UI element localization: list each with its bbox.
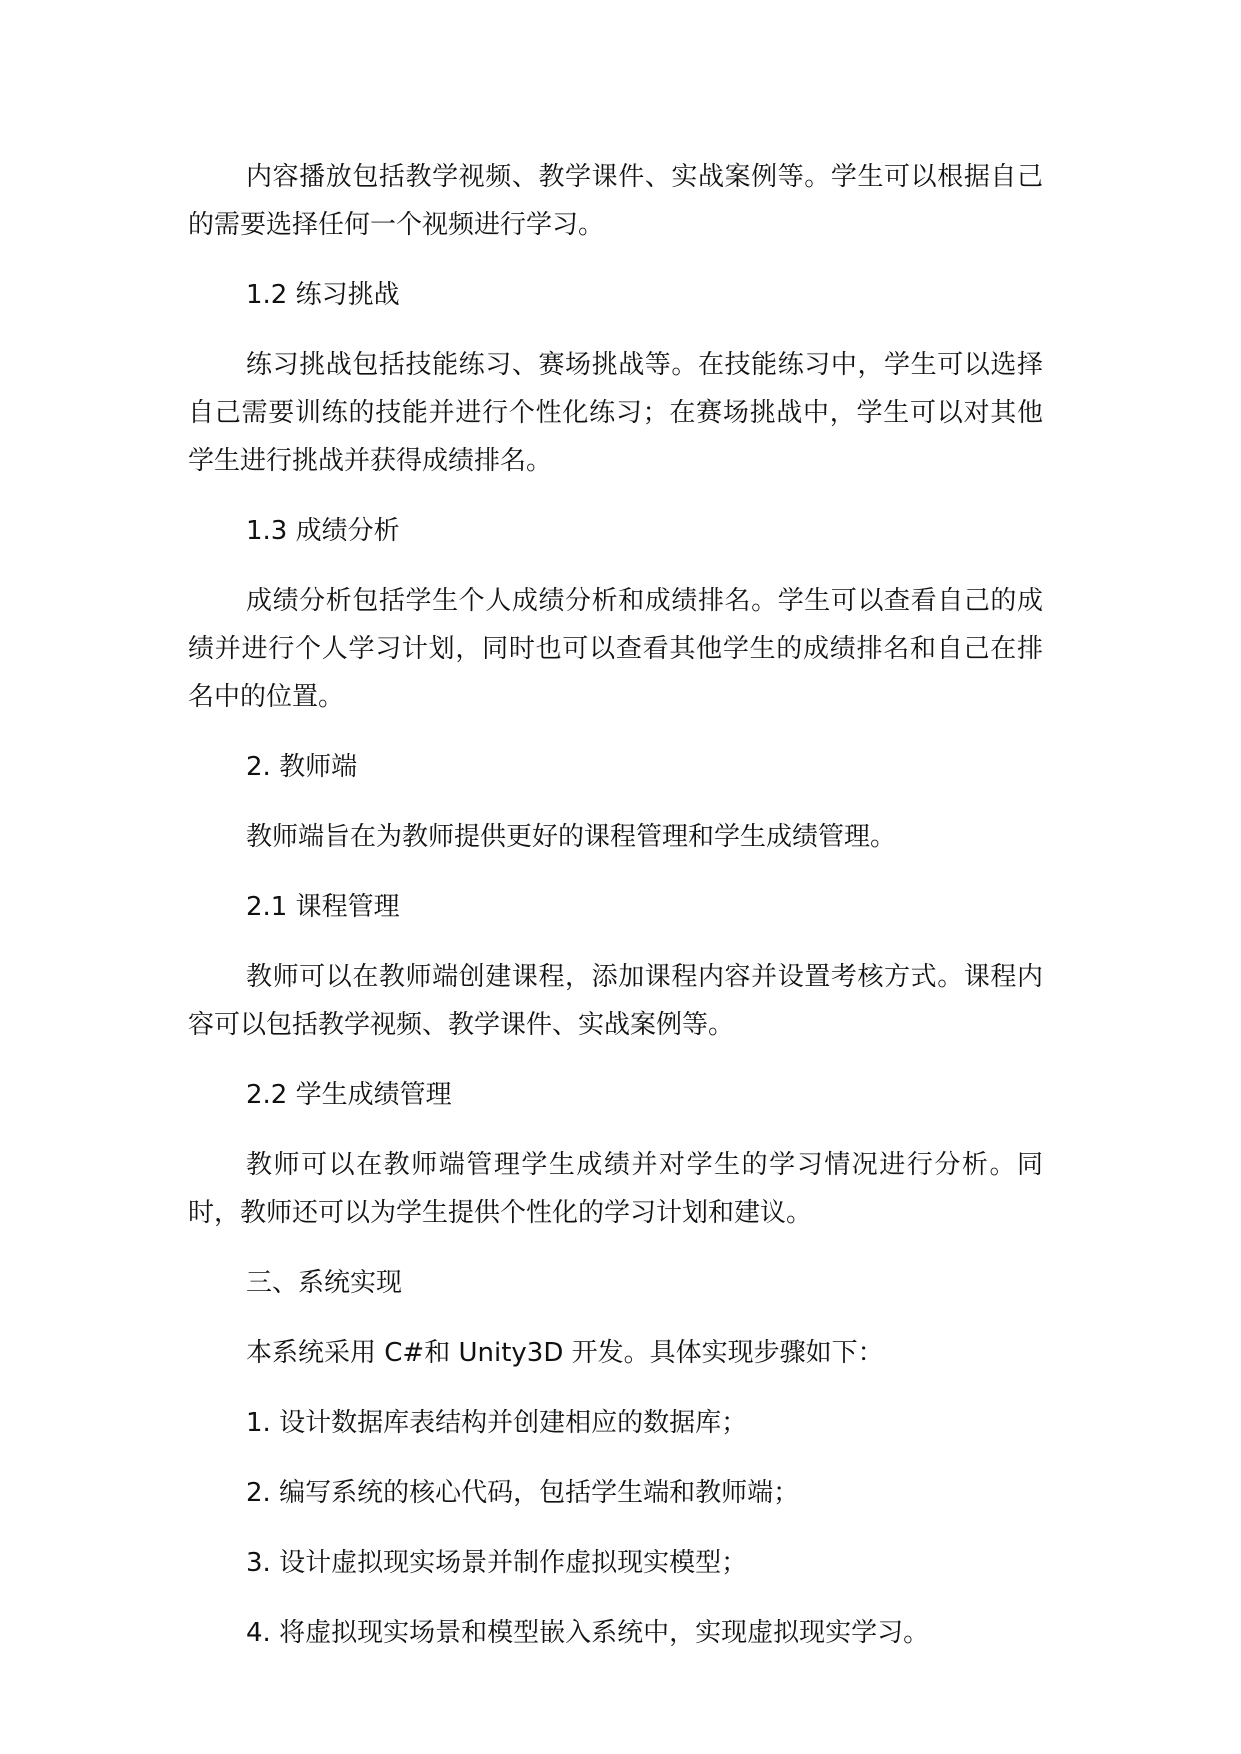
heading-practice-challenge: 1.2 练习挑战 [246,280,400,310]
paragraph-implementation-intro: 本系统采用 C#和 Unity3D 开发。具体实现步骤如下： [246,1338,884,1368]
list-item-step-4: 4. 将虚拟现实场景和模型嵌入系统中，实现虚拟现实学习。 [246,1618,930,1648]
paragraph-practice-challenge: 练习挑战包括技能练习、赛场挑战等。在技能练习中，学生可以选择自己需要训练的技能并进行个性化练习；在赛场挑战中，学生可以对其他学生进行挑战并获得成绩排名。 [188,350,1043,476]
heading-student-score-management: 2.2 学生成绩管理 [246,1080,452,1110]
heading-course-management: 2.1 课程管理 [246,892,400,922]
paragraph-student-score-management: 教师可以在教师端管理学生成绩并对学生的学习情况进行分析。同时，教师还可以为学生提供个性化的学习计划和建议。 [188,1150,1043,1228]
paragraph-score-analysis: 成绩分析包括学生个人成绩分析和成绩排名。学生可以查看自己的成绩并进行个人学习计划，同时也可以查看其他学生的成绩排名和自己在排名中的位置。 [188,586,1043,712]
heading-score-analysis: 1.3 成绩分析 [246,516,400,546]
list-item-step-3: 3. 设计虚拟现实场景并制作虚拟现实模型； [246,1548,748,1578]
paragraph-content-playback: 内容播放包括教学视频、教学课件、实战案例等。学生可以根据自己的需要选择任何一个视频进行学习。 [188,162,1043,240]
paragraph-course-management: 教师可以在教师端创建课程，添加课程内容并设置考核方式。课程内容可以包括教学视频、教学课件、实战案例等。 [188,962,1043,1040]
heading-teacher-side: 2. 教师端 [246,752,358,782]
document-body [188,153,1043,1679]
list-item-step-1: 1. 设计数据库表结构并创建相应的数据库； [246,1408,748,1438]
heading-system-implementation: 三、系统实现 [246,1268,403,1298]
list-item-step-2: 2. 编写系统的核心代码，包括学生端和教师端； [246,1478,800,1508]
paragraph-teacher-side: 教师端旨在为教师提供更好的课程管理和学生成绩管理。 [246,822,897,852]
